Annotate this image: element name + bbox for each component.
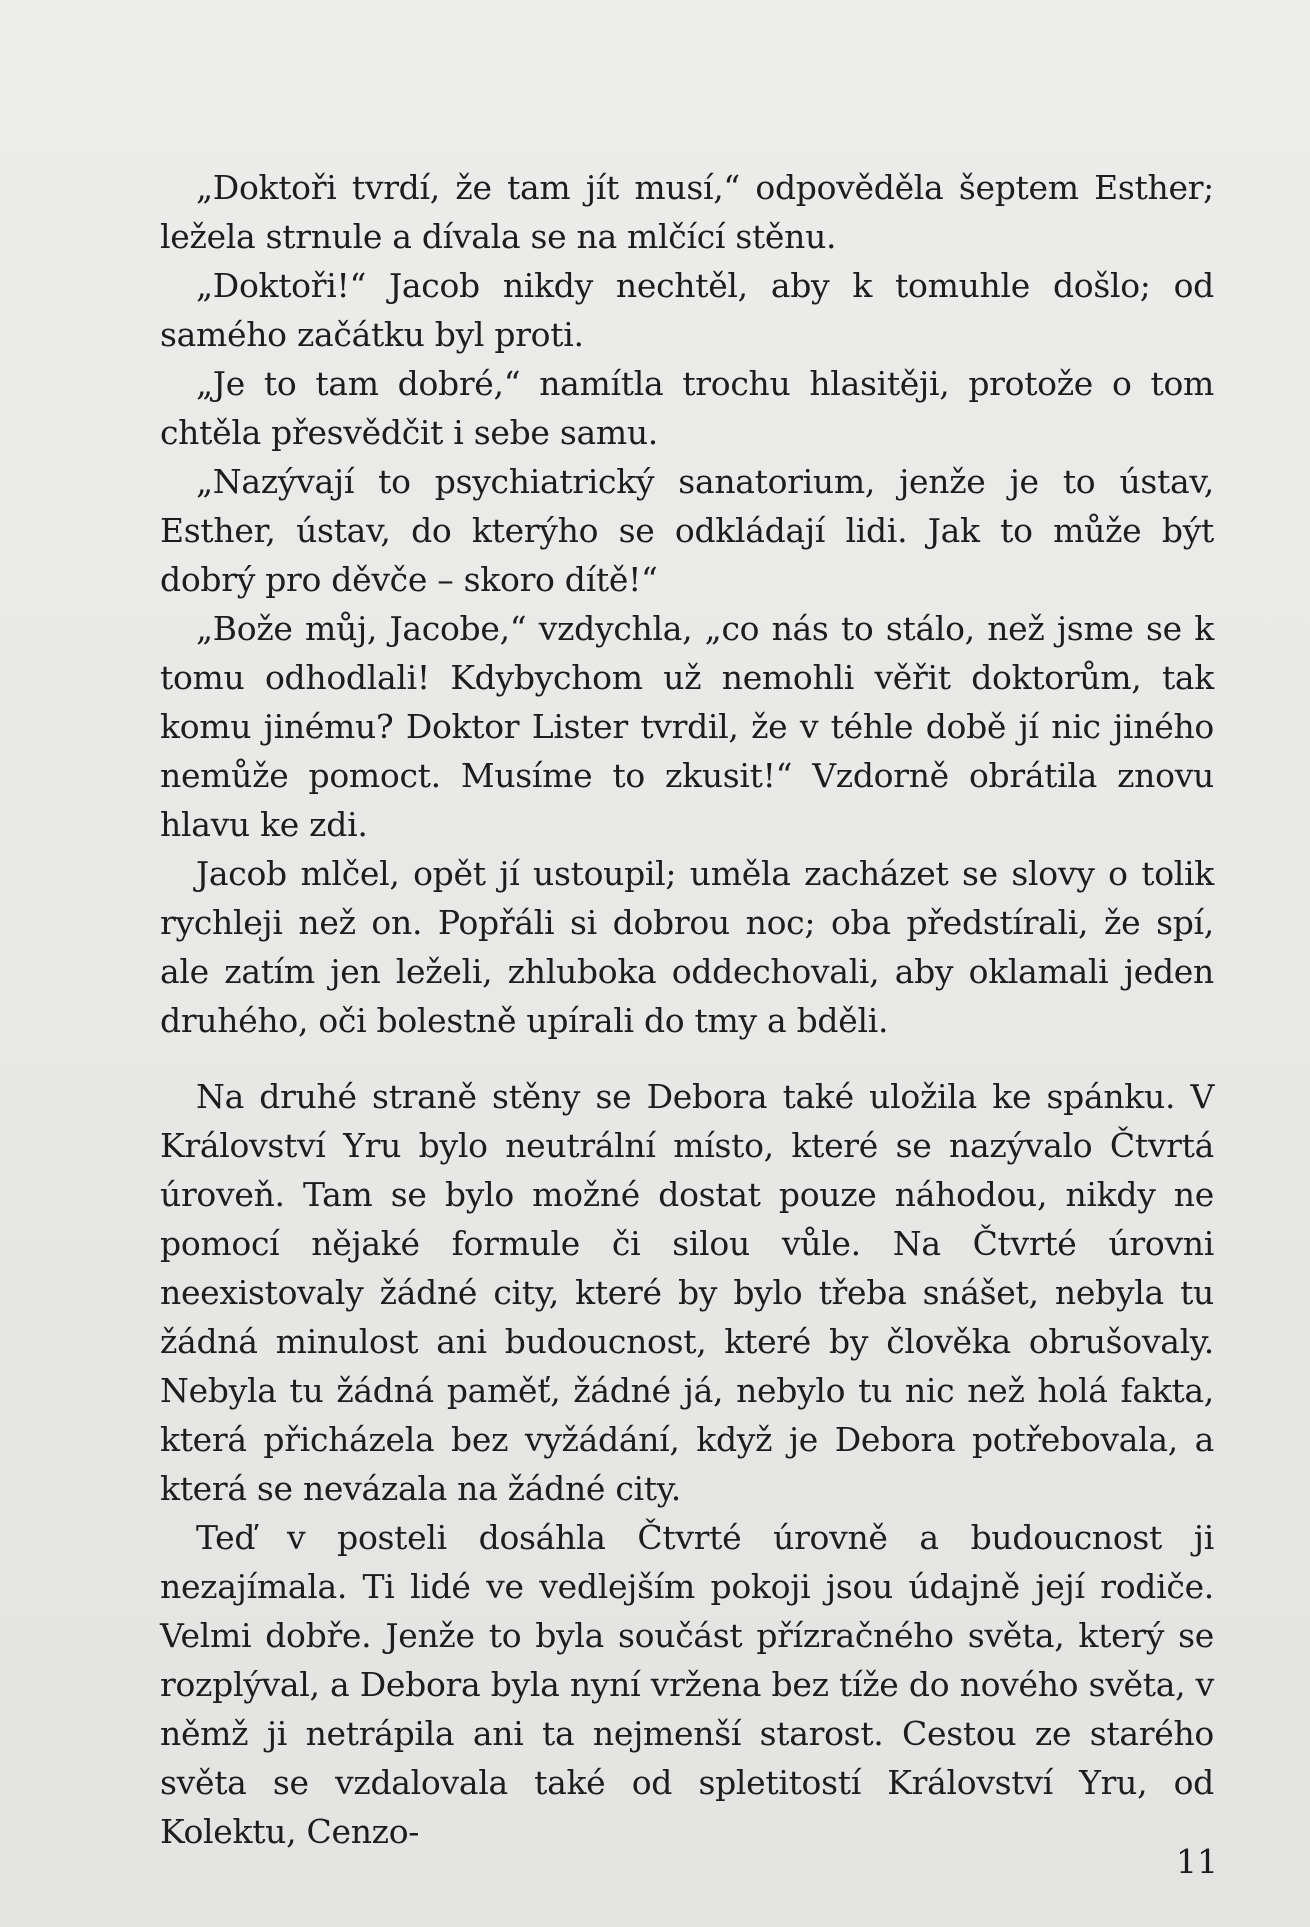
paragraph: Teď v posteli dosáhla Čtvrté úrovně a budoucnost ji nezajímala. Ti lidé ve vedlejším pokoji jsou údajně její rodiče. Velmi dobře. Jenže to byla součást přízračného světa, který se rozplýval, a Debora byla nyní vržena bez tíže do nového světa, v němž ji netrápila ani ta nejmenší starost. Cestou ze starého světa se vzdalovala také od spletitostí Království Yru, od Kolektu, Cenzo- xyxy=(160,1518,1214,1851)
paragraph: „Doktoři tvrdí, že tam jít musí,“ odpověděla šeptem Esther; ležela strnule a dívala se na mlčící stěnu. xyxy=(160,168,1214,256)
page-number: 11 xyxy=(1176,1842,1218,1881)
paragraph: „Nazývají to psychiatrický sanatorium, jenže je to ústav, Esther, ústav, do kterýho se odkládají lidi. Jak to může být dobrý pro děvče – skoro dítě!“ xyxy=(160,462,1214,599)
paragraph: Jacob mlčel, opět jí ustoupil; uměla zacházet se slovy o tolik rychleji než on. Popřáli si dobrou noc; oba předstírali, že spí, ale zatím jen leželi, zhluboka oddechovali, aby oklamali jeden druhého, oči bolestně upírali do tmy a bděli. xyxy=(160,854,1214,1040)
paragraph: „Je to tam dobré,“ namítla trochu hlasitěji, protože o tom chtěla přesvědčit i sebe samu. xyxy=(160,364,1214,452)
paragraph: „Doktoři!“ Jacob nikdy nechtěl, aby k tomuhle došlo; od samého začátku byl proti. xyxy=(160,266,1214,354)
text-section-1 xyxy=(160,163,1214,1045)
text-section-2 xyxy=(160,1072,1214,1856)
paragraph: „Bože můj, Jacobe,“ vzdychla, „co nás to stálo, než jsme se k tomu odhodlali! Kdybychom už nemohli věřit doktorům, tak komu jinému? Doktor Lister tvrdil, že v téhle době jí nic jiného nemůže pomoct. Musíme to zkusit!“ Vzdorně obrátila znovu hlavu ke zdi. xyxy=(160,609,1214,844)
paragraph: Na druhé straně stěny se Debora také uložila ke spánku. V Království Yru bylo neutrální místo, které se nazývalo Čtvrtá úroveň. Tam se bylo možné dostat pouze náhodou, nikdy ne pomocí nějaké formule či silou vůle. Na Čtvrté úrovni neexistovaly žádné city, které by bylo třeba snášet, nebyla tu žádná minulost ani budoucnost, které by člověka obrušovaly. Nebyla tu žádná paměť, žádné já, nebylo tu nic než holá fakta, která přicházela bez vyžádání, když je Debora potřebovala, a která se nevázala na žádné city. xyxy=(160,1077,1214,1508)
